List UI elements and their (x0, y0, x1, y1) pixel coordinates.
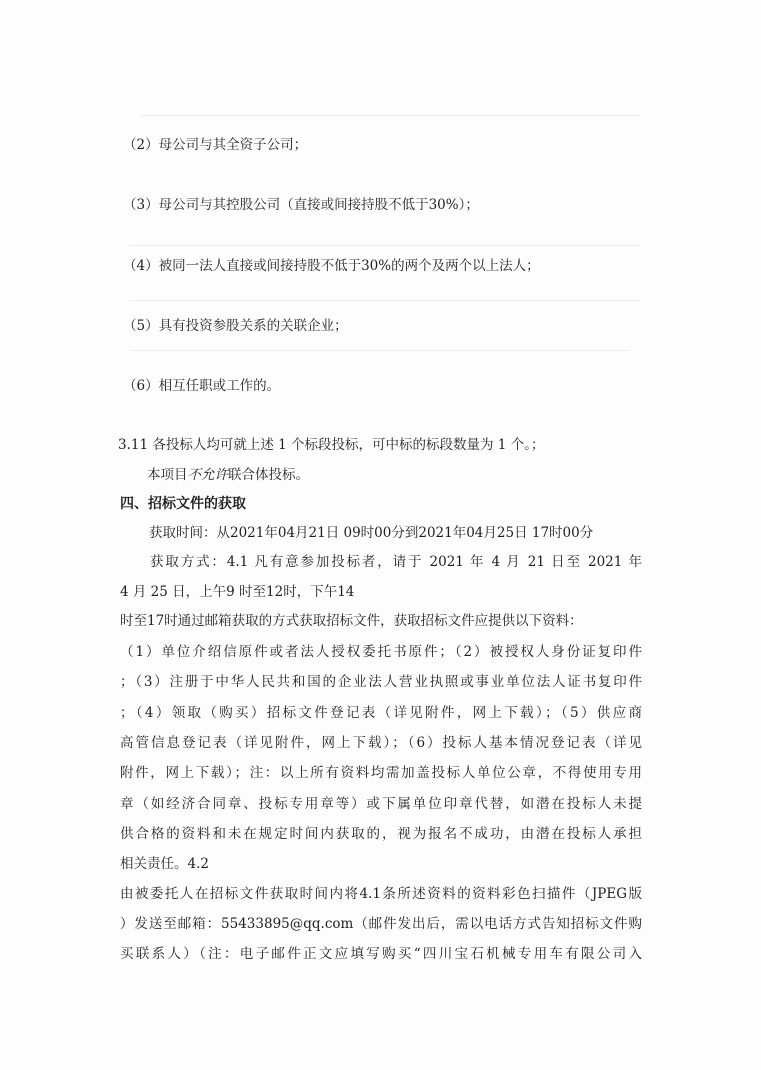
method-line: ）发送至邮箱：55433895@qq.com（邮件发出后，需以电话方式告知招标文件购 (120, 916, 642, 932)
acquisition-time: 获取时间：从2021年04月21日 09时00分到2021年04月25日 17时00分 (149, 525, 594, 541)
method-line: ；（3）注册于中华人民共和国的企业法人营业执照或事业单位法人证书复印件 (120, 674, 642, 690)
bleed-through-line (130, 350, 630, 351)
method-line: 买联系人）（注：电子邮件正文应填写购买“四川宝石机械专用车有限公司入 (120, 946, 642, 962)
method-line: 供合格的资料和未在规定时间内获取的，视为报名不成功，由潜在投标人承担 (120, 826, 642, 842)
section-heading: 四、招标文件的获取 (120, 496, 246, 512)
method-line: 相关责任。4.2 (120, 856, 209, 872)
list-item-4: （4）被同一法人直接或间接持股不低于30%的两个及两个以上法人； (123, 258, 540, 274)
list-item-3: （3）母公司与其控股公司（直接或间接持股不低于30%）； (123, 197, 479, 213)
consortium-emphasis: 不允许 (187, 467, 228, 483)
method-line: 附件，网上下载）；注：以上所有资料均需加盖投标人单位公章，不得使用专用 (120, 765, 642, 781)
list-item-6: （6）相互任职或工作的。 (123, 378, 281, 394)
list-item-5: （5）具有投资参股关系的关联企业； (123, 318, 348, 334)
bleed-through-line (130, 245, 640, 246)
clause-3-11: 3.11 各投标人均可就上述 1 个标段投标，可中标的标段数量为 1 个。； (118, 437, 545, 453)
consortium-statement (147, 465, 309, 485)
consortium-prefix: 本项目 (147, 467, 188, 483)
method-line: ；（4）领取（购买）招标文件登记表（详见附件，网上下载）；（5）供应商 (120, 705, 642, 721)
list-item-2: （2）母公司与其全资子公司； (123, 137, 308, 153)
method-line: 获取方式：4.1 凡有意参加投标者，请于 2021 年 4 月 21 日至 2021 年 (150, 554, 642, 570)
method-line: 时至17时通过邮箱获取的方式获取招标文件，获取招标文件应提供以下资料： (120, 613, 583, 629)
bleed-through-line (130, 300, 640, 301)
method-line: 4 月 25 日，上午9 时至12时，下午14 (120, 584, 355, 600)
consortium-suffix: 联合体投标。 (228, 467, 309, 483)
method-line: 由被委托人在招标文件获取时间内将4.1条所述资料的资料彩色扫描件（JPEG版 (120, 886, 642, 902)
method-line: 章（如经济合同章、投标专用章等）或下属单位印章代替，如潜在投标人未提 (120, 796, 642, 812)
method-line: 高管信息登记表（详见附件，网上下载）；（6）投标人基本情况登记表（详见 (120, 735, 642, 751)
method-line: （1）单位介绍信原件或者法人授权委托书原件；（2）被授权人身份证复印件 (120, 644, 642, 660)
bleed-through-line (140, 115, 640, 116)
